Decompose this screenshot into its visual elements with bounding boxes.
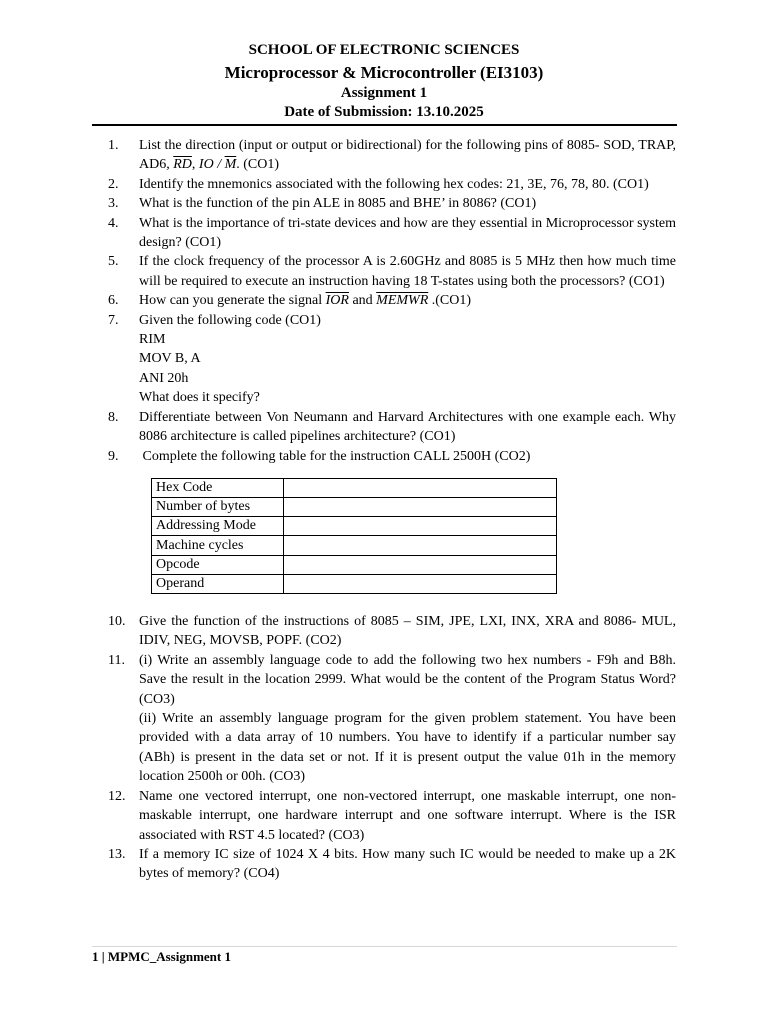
school-name: SCHOOL OF ELECTRONIC SCIENCES: [248, 42, 520, 58]
question-number: 2.: [108, 176, 119, 192]
question-number: 6.: [108, 293, 119, 309]
answer-cell: [284, 574, 557, 593]
row-label: Machine cycles: [152, 536, 284, 555]
question-number: 8.: [108, 409, 119, 425]
question-text: Differentiate between Von Neumann and Harvard Architectures with one example each. Why 8086 architecture is called pipelines architecture? (CO1): [139, 409, 676, 445]
question-text: If a memory IC size of 1024 X 4 bits. How many such IC would be needed to make up a 2K bytes of memory? (CO4): [139, 846, 676, 882]
row-label: Number of bytes: [152, 498, 284, 517]
table-row: [152, 498, 557, 517]
question-2: [108, 175, 676, 194]
question-number: 5.: [108, 254, 119, 270]
page-footer: 1 | MPMC_Assignment 1: [92, 949, 231, 964]
table-row: [152, 517, 557, 536]
footer-divider: [92, 946, 677, 947]
question-number: 9.: [108, 448, 119, 464]
answer-cell: [284, 478, 557, 497]
header-divider: [92, 124, 677, 126]
question-1: [108, 136, 676, 175]
m-signal: $\overline{M}$: [224, 157, 237, 173]
question-11: [108, 651, 676, 787]
io-signal: IO: [198, 157, 214, 173]
question-text: Complete the following table for the instruction CALL 2500H (CO2): [139, 448, 531, 464]
table-row: [152, 536, 557, 555]
row-label: Addressing Mode: [152, 517, 284, 536]
question-text: [139, 651, 676, 787]
code-line: ANI 20h: [139, 370, 189, 386]
answer-cell: [284, 555, 557, 574]
question-text: If the clock frequency of the processor A is 2.60GHz and 8085 is 5 MHz then how much time will be required to execute an instruction having 18 T-states using both the processors? (CO1): [139, 254, 676, 289]
code-line: MOV B, A: [139, 351, 201, 367]
ior-signal: $\overline{IOR}$: [325, 293, 349, 309]
question-12: [108, 787, 676, 845]
question-8: [108, 408, 676, 447]
question-3: [108, 194, 676, 213]
question-number: 13.: [108, 846, 126, 862]
table-row: [152, 574, 557, 593]
question-text: What is the function of the pin ALE in 8085 and BHE’ in 8086? (CO1): [139, 196, 537, 212]
answer-cell: [284, 536, 557, 555]
row-label: Hex Code: [152, 478, 284, 497]
memwr-signal: MEMWR: [376, 293, 429, 309]
submission-date: Date of Submission: 13.10.2025: [284, 104, 484, 120]
table-row: [152, 555, 557, 574]
question-number: 7.: [108, 312, 119, 328]
row-label: Opcode: [152, 555, 284, 574]
question-number: 3.: [108, 196, 119, 212]
question-text: Name one vectored interrupt, one non-vectored interrupt, one maskable interrupt, one non-maskable interrupt, one hardware interrupt and one software interrupt. Where is the ISR associated with RST 4.5 located? (CO3): [139, 788, 676, 843]
course-title: Microprocessor & Microcontroller (EI3103): [224, 63, 544, 82]
question-text: Given the following code (CO1) RIM MOV B, A ANI 20h What does it specify?: [139, 311, 676, 408]
answer-cell: [284, 517, 557, 536]
rd-signal: $\overline{RD}$: [173, 157, 192, 173]
question-number: 12.: [108, 788, 126, 804]
question-5: [108, 252, 676, 291]
question-13: [108, 845, 676, 884]
question-number: 11.: [108, 652, 125, 668]
instruction-table: [151, 478, 557, 594]
question-6: [108, 291, 676, 310]
question-part-i: (i) Write an assembly language code to add the following two hex numbers - F9h and B8h. Save the result in the location 2999. What would be the content of the Program Status Word? (CO3): [139, 652, 676, 707]
question-text: Give the function of the instructions of 8085 – SIM, JPE, LXI, INX, XRA and 8086- MUL, IDIV, NEG, MOVSB, POPF. (CO2): [139, 614, 676, 649]
table-row: [152, 478, 557, 497]
row-label: Operand: [152, 574, 284, 593]
question-list: [108, 136, 676, 884]
question-part-ii: (ii) Write an assembly language program for the given problem statement. You have been provided with a data array of 10 numbers. You have to identify if a particular number say (ABh) is present in the data set or not. If it is present output the value 01h in the memory location 2500h or 00h. (CO3): [139, 711, 676, 785]
question-number: 4.: [108, 215, 119, 231]
question-7: [108, 311, 676, 408]
question-text: Identify the mnemonics associated with the following hex codes: 21, 3E, 76, 78, 80. (CO1): [139, 176, 649, 192]
question-text: How can you generate the signal $\overline{IOR}$ and MEMWR .(CO1): [139, 293, 472, 309]
question-10: [108, 612, 676, 651]
question-number: 1.: [108, 138, 119, 153]
question-number: 10.: [108, 614, 126, 630]
question-9: [108, 447, 676, 466]
assignment-title: Assignment 1: [340, 85, 428, 101]
code-line: RIM: [139, 332, 166, 348]
question-text: What is the importance of tri-state devices and how are they essential in Microprocessor system design? (CO1): [139, 215, 676, 251]
answer-cell: [284, 498, 557, 517]
question-text: List the direction (input or output or bidirectional) for the following pins of 8085- SOD, TRAP, AD6, $\overline{RD}$, IO / $\overline{M}$. (CO1): [139, 138, 676, 173]
question-4: [108, 214, 676, 253]
instruction-table-wrapper: [108, 478, 676, 594]
